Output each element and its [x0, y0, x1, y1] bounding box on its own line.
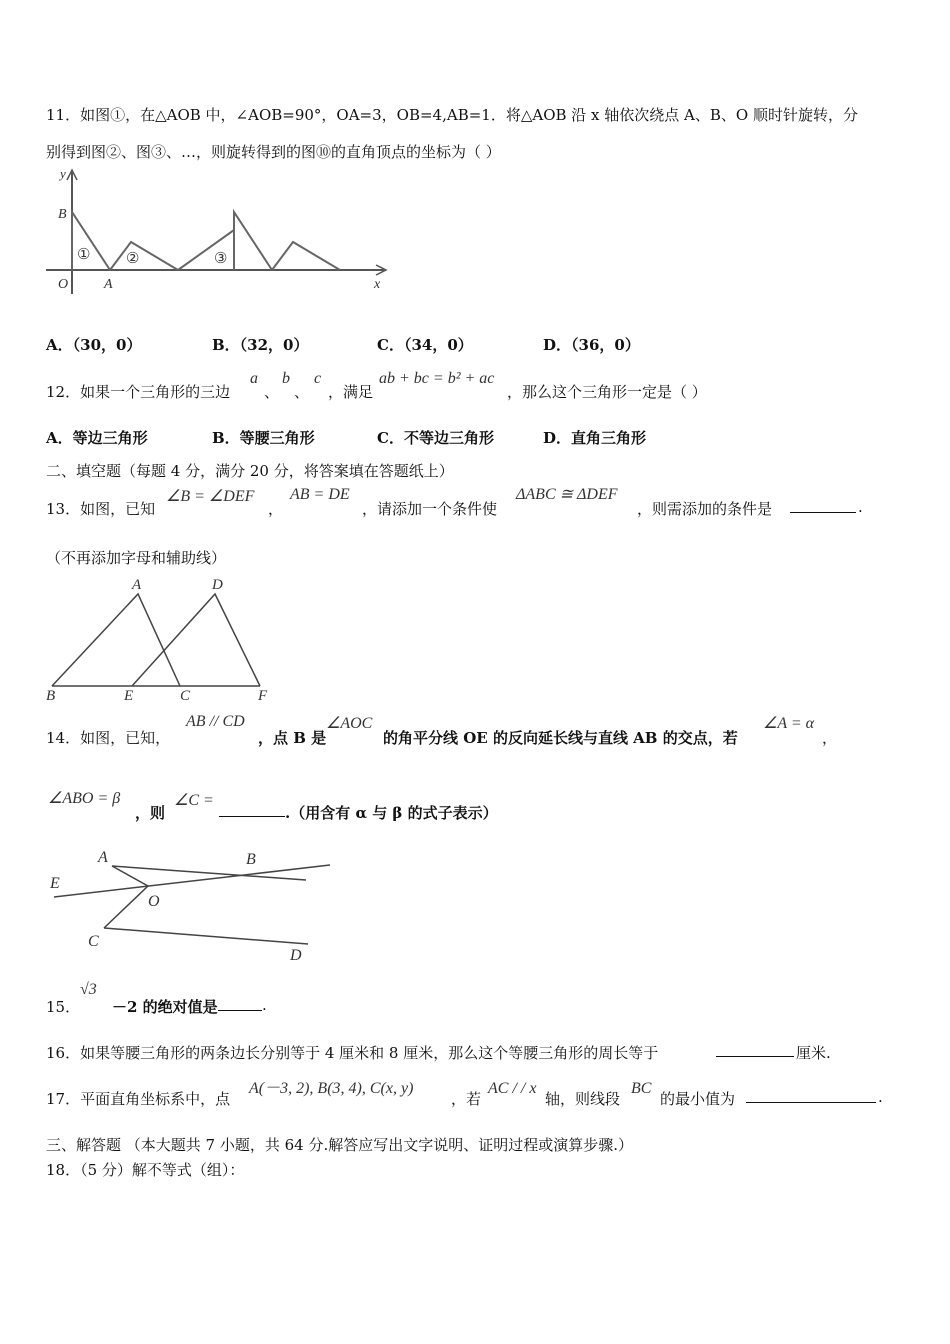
q11-option-a: A．（30，0） — [46, 336, 142, 354]
q11-fig-circle3: ③ — [214, 251, 228, 267]
q15-answer-blank[interactable] — [218, 996, 262, 1015]
q15-suffix: －2 的绝对值是 — [112, 998, 218, 1016]
q13-cond2: AB = DE — [290, 486, 350, 503]
q13-end: . — [858, 498, 863, 516]
q14-angle-c: ∠C = — [174, 792, 214, 809]
q18-text: 18．（5 分）解不等式（组）： — [46, 1161, 245, 1179]
q12-formula: ab + bc = b² + ac — [379, 370, 495, 387]
q14-text2: 的角平分线 OE 的反向延长线与直线 AB 的交点，若 — [383, 729, 738, 747]
q17-text1: ，若 — [451, 1090, 482, 1108]
q14-prefix: 14．如图，已知， — [46, 729, 171, 747]
q11-fig-y-label: y — [60, 166, 66, 181]
q17-points: A(－3, 2), B(3, 4), C(x, y) — [249, 1080, 414, 1097]
q13-fig-A-label: A — [132, 577, 142, 593]
q15-end: . — [262, 996, 267, 1014]
section3-heading: 三、解答题 （本大题共 7 小题，共 64 分.解答应写出文字说明、证明过程或演算步骤.） — [46, 1136, 634, 1154]
q17-prefix: 17．平面直角坐标系中，点 — [46, 1090, 231, 1108]
q12-mid: ，满足 — [328, 383, 374, 401]
q12-option-a: A．等边三角形 — [46, 429, 148, 447]
q14-answer-blank[interactable] — [219, 802, 285, 821]
q13-fig-E-label: E — [124, 688, 134, 704]
q14-alpha: ∠A = α — [763, 715, 815, 732]
q13-fig-B-label: B — [46, 688, 56, 704]
q14-fig-E-label: E — [50, 875, 60, 892]
q14-fig-C-label: C — [88, 933, 99, 950]
q12-sep2: 、 — [294, 383, 310, 401]
q14-fig-O-label: O — [148, 893, 160, 910]
q14-fig-A-label: A — [98, 849, 108, 866]
q11-fig-circle1: ① — [77, 247, 91, 263]
q11-fig-circle2: ② — [126, 251, 140, 267]
q17-segment: BC — [631, 1080, 652, 1097]
q12-option-d: D．直角三角形 — [543, 429, 647, 447]
q12-var-b: b — [282, 370, 290, 387]
q16-end: 厘米. — [796, 1044, 831, 1062]
q13-congruence: ΔABC ≅ ΔDEF — [516, 486, 618, 503]
q11-option-d: D．（36，0） — [543, 336, 640, 354]
q11-option-b: B．（32，0） — [212, 336, 309, 354]
q11-fig-O-label: O — [58, 277, 69, 292]
q11-line1: 11．如图①，在△AOB 中，∠AOB=90°，OA=3，OB=4,AB=1．将△AOB 沿 x 轴依次绕点 A、B、O 顺时针旋转，分 — [46, 106, 858, 124]
q11-option-c: C．（34，0） — [377, 336, 473, 354]
q15-prefix: 15． — [46, 998, 81, 1016]
q11-fig-x-label: x — [374, 277, 381, 292]
q14-beta: ∠ABO = β — [48, 790, 121, 807]
q12-sep1: 、 — [264, 383, 280, 401]
q13-suffix: ，则需添加的条件是 — [637, 500, 773, 518]
q14-figure — [44, 842, 344, 967]
q13-figure — [44, 574, 284, 704]
q17-condition: AC / / x — [488, 1080, 537, 1097]
q12-suffix: ，那么这个三角形一定是（ ） — [507, 383, 707, 401]
q14-text4: ，则 — [135, 804, 166, 822]
q17-end: . — [878, 1088, 883, 1106]
q14-text5: .（用含有 α 与 β 的式子表示） — [285, 804, 498, 822]
q16-answer-blank[interactable] — [716, 1042, 794, 1061]
q14-fig-D-label: D — [290, 947, 302, 964]
q14-angle-aoc: ∠AOC — [326, 715, 373, 732]
section2-heading: 二、填空题（每题 4 分，满分 20 分，将答案填在答题纸上） — [46, 462, 454, 480]
q13-cond1: ∠B = ∠DEF — [166, 488, 255, 505]
q17-text3: 的最小值为 — [660, 1090, 736, 1108]
q13-answer-blank[interactable] — [790, 498, 856, 517]
q11-line2: 别得到图②、图③、…，则旋转得到的图⑩的直角顶点的坐标为（ ） — [46, 143, 501, 161]
q13-prefix: 13．如图，已知 — [46, 500, 156, 518]
q12-var-a: a — [250, 370, 258, 387]
q13-mid: ，请添加一个条件使 — [362, 500, 498, 518]
q15-radical: √3 — [80, 981, 97, 998]
q12-option-b: B．等腰三角形 — [212, 429, 315, 447]
q11-figure — [44, 164, 394, 294]
q13-note: （不再添加字母和辅助线） — [46, 549, 227, 567]
q17-answer-blank[interactable] — [746, 1088, 876, 1107]
q14-parallel: AB // CD — [186, 713, 245, 730]
q14-text3: ， — [822, 729, 838, 747]
q12-option-c: C．不等边三角形 — [377, 429, 494, 447]
q14-fig-B-label: B — [246, 851, 256, 868]
q12-var-c: c — [314, 370, 322, 387]
q11-fig-B-label: B — [58, 207, 67, 222]
q17-text2: 轴，则线段 — [545, 1090, 621, 1108]
q16-text: 16．如果等腰三角形的两条边长分别等于 4 厘米和 8 厘米，那么这个等腰三角形的周长等于 — [46, 1044, 659, 1062]
q13-fig-D-label: D — [212, 577, 223, 593]
q13-comma: ， — [268, 500, 284, 518]
q11-fig-A-label: A — [104, 277, 113, 292]
q12-prefix: 12．如果一个三角形的三边 — [46, 383, 231, 401]
q13-fig-C-label: C — [180, 688, 191, 704]
q14-text1: ，点 B 是 — [258, 729, 327, 747]
q13-fig-F-label: F — [258, 688, 268, 704]
